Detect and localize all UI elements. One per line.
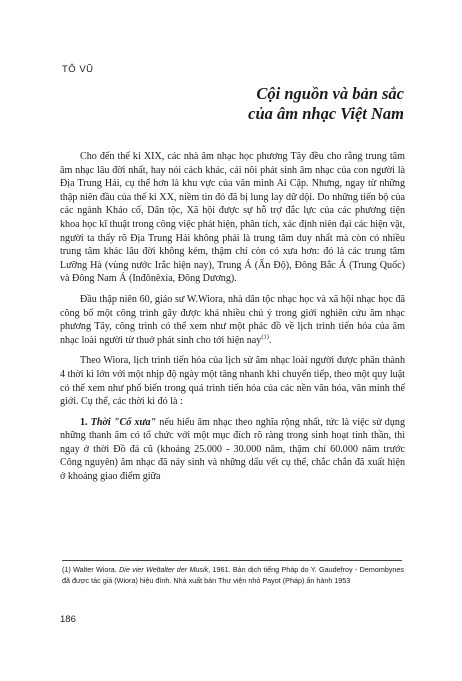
footnote-author: Walter Wiora. — [73, 565, 117, 574]
title-line-1: Cội nguồn và bản sắc — [256, 84, 404, 103]
footnote-divider — [62, 560, 402, 561]
footnote-reference: (1) — [261, 333, 269, 341]
article-body — [60, 150, 405, 491]
section-number: 1. — [80, 416, 88, 428]
period-term-text: Thời "Cổ xưa" — [90, 416, 157, 428]
paragraph-2 — [60, 293, 405, 347]
paragraph-4-text: nếu hiểu âm nhạc theo nghĩa rộng nhất, tức là việc sử dụng những thanh âm có tổ chức với một mục đích rõ ràng trong sinh hoạt tinh thần, thì ngay ở thời Đồ đá cũ (khoảng 25.000 - 30.000 năm, thậm chí 60.000 năm trước Công nguyên) âm nhạc đã nảy sinh và những dấu vết cụ thể, chắc chắn đã xuất hiện ở khoảng giao điểm giữa — [60, 416, 405, 483]
author-name: TÔ VŨ — [62, 64, 94, 75]
page-number: 186 — [60, 614, 76, 625]
footnote-work-title: Die vier Weltalter der Musik — [119, 565, 209, 574]
footnote-marker: (1) — [62, 565, 71, 574]
footnote — [62, 565, 404, 586]
paragraph-4 — [60, 416, 405, 484]
article-title — [248, 84, 404, 124]
paragraph-2-end: . — [268, 334, 272, 346]
footnote-details: , 1961. Bản dịch tiếng Pháp do Y. Gaudefroy - Demombynes đã được tác giả (Wiora) hiệu đính. Nhà xuất bản Thư viện nhỏ Payot (Pháp) ấn hành 1953 — [62, 565, 404, 585]
paragraph-1: Cho đến thế kỉ XIX, các nhà âm nhạc học phương Tây đều cho rằng trung tâm âm nhạc lâu đời nhất, hay nói cách khác, cái nôi phát sinh âm nhạc của con người là Địa Trung Hải, cụ thể hơn là khu vực của văn minh Ai Cập. Nhưng, ngay từ những thập niên đầu của thế kỉ XX, niềm tin đó đã bị lung lay dữ dội. Do những tiến bộ của các ngành Khảo cổ, Dân tộc, Xã hội được sự hỗ trợ đắc lực của các phương tiện khoa học kĩ thuật trong công việc phát hiện, phân tích, xác định niên đại các hiện vật, người ta thấy rõ Địa Trung Hải không phải là trung tâm duy nhất mà còn có nhiều trung tâm khác lâu đời không kém, thậm chí còn có xưa hơn: đó là các trung tâm Lưỡng Hà (vùng nước Irắc hiện nay), Trung Á (Ấn Độ), Đông Bắc Á (Trung Quốc) và Đông Nam Á (Inđônêxia, Đông Dương). — [60, 151, 405, 285]
paragraph-2-text: Đầu thập niên 60, giáo sư W.Wiora, nhà dân tộc nhạc học và xã hội nhạc học đã công bố một công trình gây được khá nhiều chú ý trong giới nghiên cứu âm nhạc phương Tây, công trình có thể xem như một phác đồ về lịch trình tiến hóa của âm nhạc loài người từ thuở phát sinh cho tới hiện nay — [60, 293, 405, 346]
period-term — [91, 417, 156, 428]
title-line-2: của âm nhạc Việt Nam — [248, 104, 404, 123]
paragraph-3: Theo Wiora, lịch trình tiến hóa của lịch sử âm nhạc loài người được phân thành 4 thời kì lớn với một nhịp độ ngày một tăng nhanh khi chuyển tiếp, theo một quy luật có thể xem như phổ biến trong quá trình tiến hóa của các nền văn hóa, văn minh thế giới. Cụ thể, các thời kì đó là : — [60, 355, 405, 408]
